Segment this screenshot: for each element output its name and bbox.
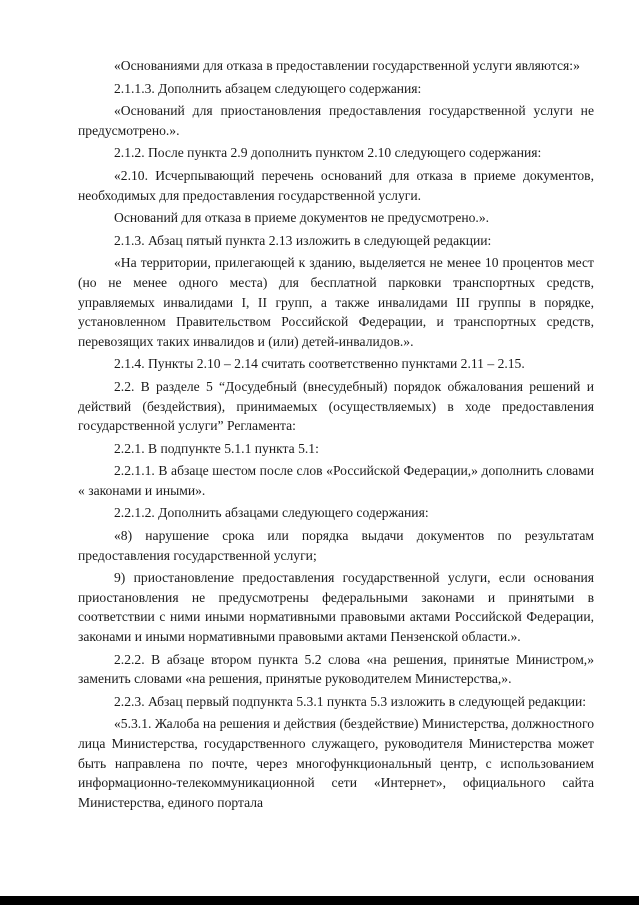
paragraph-refusal-grounds: «Основаниями для отказа в предоставлении государственной услуги являются:»	[114, 58, 580, 73]
paragraph-5-3-1: «5.3.1. Жалоба на решения и действия (бездействие) Министерства, должностного лица Министерства, государственного служащего, руководителя Министерства может быть направлена по почте, через многофункциональный центр, с использованием информационно-телекоммуникационной сети «Интернет», официального сайта Министерства, единого портала	[78, 716, 594, 810]
paragraph-item-9: 9) приостановление предоставления государственной услуги, если основания приостановления не предусмотрены федеральными законами и принятыми в соответствии с ними иными нормативными правовыми актами Российской Федерации, законами и иными нормативными правовыми актами Пензенской области.».	[78, 570, 594, 645]
paragraph-2-1-3: 2.1.3. Абзац пятый пункта 2.13 изложить в следующей редакции:	[114, 232, 492, 248]
scan-bottom-edge	[0, 896, 639, 905]
paragraph-2-1-4: 2.1.4. Пункты 2.10 – 2.14 считать соответственно пунктами 2.11 – 2.15.	[114, 356, 525, 372]
paragraph-2-1-1-3: 2.1.1.3. Дополнить абзацем следующего содержания:	[114, 80, 422, 96]
paragraph-2-2-1-1: 2.2.1.1. В абзаце шестом после слов «Российской Федерации,» дополнить словами « законами и иными».	[78, 463, 594, 498]
paragraph-no-refusal-documents: Оснований для отказа в приеме документов не предусмотрено.».	[114, 210, 490, 226]
paragraph-2-1-2: 2.1.2. После пункта 2.9 дополнить пунктом 2.10 следующего содержания:	[114, 145, 542, 161]
paragraph-parking: «На территории, прилегающей к зданию, выделяется не менее 10 процентов мест (но не менее одного места) для бесплатной парковки транспортных средств, управляемых инвалидами I, II групп, а также инвалидами III группы в порядке, установленном Правительством Российской Федерации, и транспортных средств, перевозящих таких инвалидов и (или) детей-инвалидов.».	[78, 255, 594, 349]
document-body	[78, 56, 594, 812]
paragraph-2-2-1-2: 2.2.1.2. Дополнить абзацами следующего содержания:	[114, 505, 429, 521]
paragraph-2-2-1: 2.2.1. В подпункте 5.1.1 пункта 5.1:	[114, 440, 319, 456]
paragraph-2-10: «2.10. Исчерпывающий перечень оснований для отказа в приеме документов, необходимых для предоставления государственной услуги.	[78, 167, 594, 203]
paragraph-no-suspension-grounds: «Оснований для приостановления предоставления государственной услуги не предусмотрено.».	[78, 103, 594, 138]
paragraph-2-2-2: 2.2.2. В абзаце втором пункта 5.2 слова «на решения, принятые Министром,» заменить словами «на решения, принятые руководителем Министерства,».	[78, 651, 594, 687]
paragraph-2-2-3: 2.2.3. Абзац первый подпункта 5.3.1 пункта 5.3 изложить в следующей редакции:	[114, 693, 587, 709]
paragraph-2-2: 2.2. В разделе 5 “Досудебный (внесудебный) порядок обжалования решений и действий (бездействия), принимаемых (осуществляемых) в ходе предоставления государственной услуги” Регламента:	[78, 378, 594, 434]
paragraph-item-8: «8) нарушение срока или порядка выдачи документов по результатам предоставления государственной услуги;	[78, 528, 594, 563]
